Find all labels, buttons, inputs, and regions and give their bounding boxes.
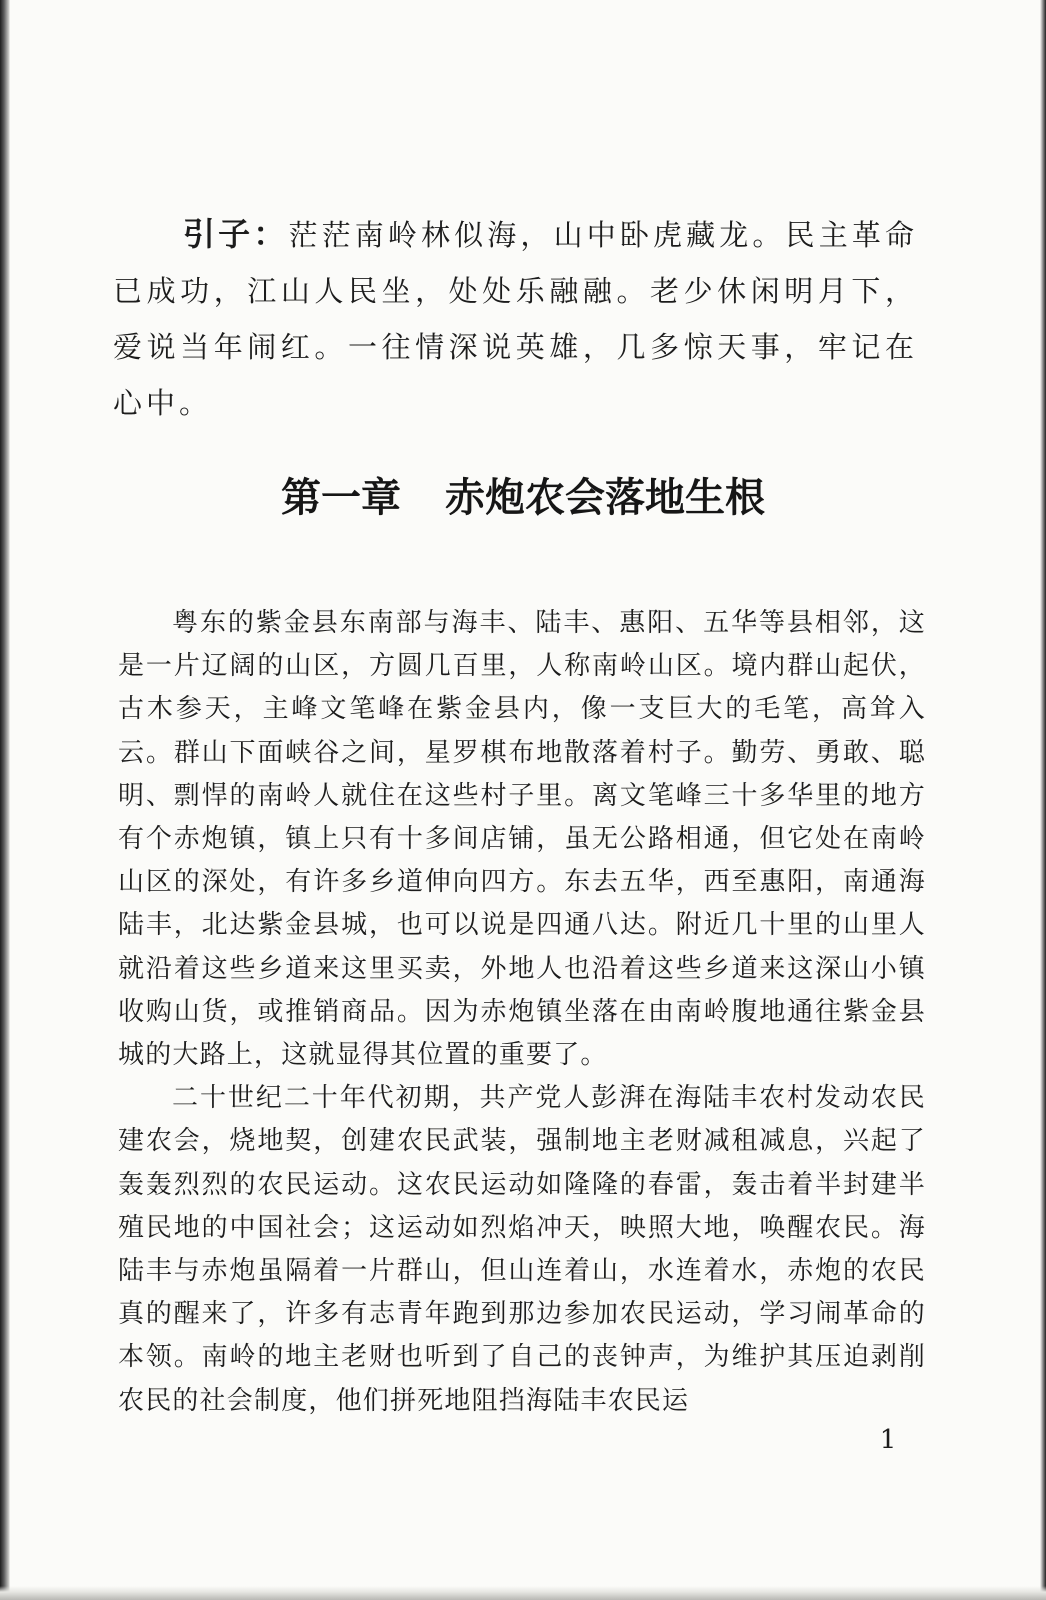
preface-text: 茫茫南岭林似海，山中卧虎藏龙。民主革命已成功，江山人民坐，处处乐融融。老少休闲明月下，爱说当年闹红。一往情深说英雄，几多惊天事，牢记在心中。	[113, 218, 918, 420]
chapter-number: 第一章	[281, 475, 401, 521]
chapter-heading	[0, 468, 1046, 528]
scan-shadow-left	[0, 0, 10, 1600]
chapter-title: 赤炮农会落地生根	[445, 475, 765, 521]
paragraph: 二十世纪二十年代初期，共产党人彭湃在海陆丰农村发动农民建农会，烧地契，创建农民武装，强制地主老财减租减息，兴起了轰轰烈烈的农民运动。这农民运动如隆隆的春雷，轰击着半封建半殖民地的中国社会；这运动如烈焰冲天，映照大地，唤醒农民。海陆丰与赤炮虽隔着一片群山，但山连着山，水连着水，赤炮的农民真的醒来了，许多有志青年跑到那边参加农民运动，学习闹革命的本领。南岭的地主老财也听到了自己的丧钟声，为维护其压迫剥削农民的社会制度，他们拼死地阻挡海陆丰农民运	[118, 1083, 926, 1416]
preface-label: 引子：	[183, 215, 289, 253]
page-number: 1	[879, 1425, 897, 1455]
scan-shadow-right	[1040, 0, 1046, 1600]
scan-shadow-bottom	[0, 1586, 1046, 1600]
paragraph: 粤东的紫金县东南部与海丰、陆丰、惠阳、五华等县相邻，这是一片辽阔的山区，方圆几百里，人称南岭山区。境内群山起伏，古木参天，主峰文笔峰在紫金县内，像一支巨大的毛笔，高耸入云。群山下面峡谷之间，星罗棋布地散落着村子。勤劳、勇敢、聪明、剽悍的南岭人就住在这些村子里。离文笔峰三十多华里的地方有个赤炮镇，镇上只有十多间店铺，虽无公路相通，但它处在南岭山区的深处，有许多乡道伸向四方。东去五华，西至惠阳，南通海陆丰，北达紫金县城，也可以说是四通八达。附近几十里的山里人就沿着这些乡道来这里买卖，外地人也沿着这些乡道来这深山小镇收购山货，或推销商品。因为赤炮镇坐落在由南岭腹地通往紫金县城的大路上，这就显得其位置的重要了。	[118, 608, 926, 1071]
body-text	[118, 602, 926, 1423]
preface-block	[113, 206, 918, 431]
